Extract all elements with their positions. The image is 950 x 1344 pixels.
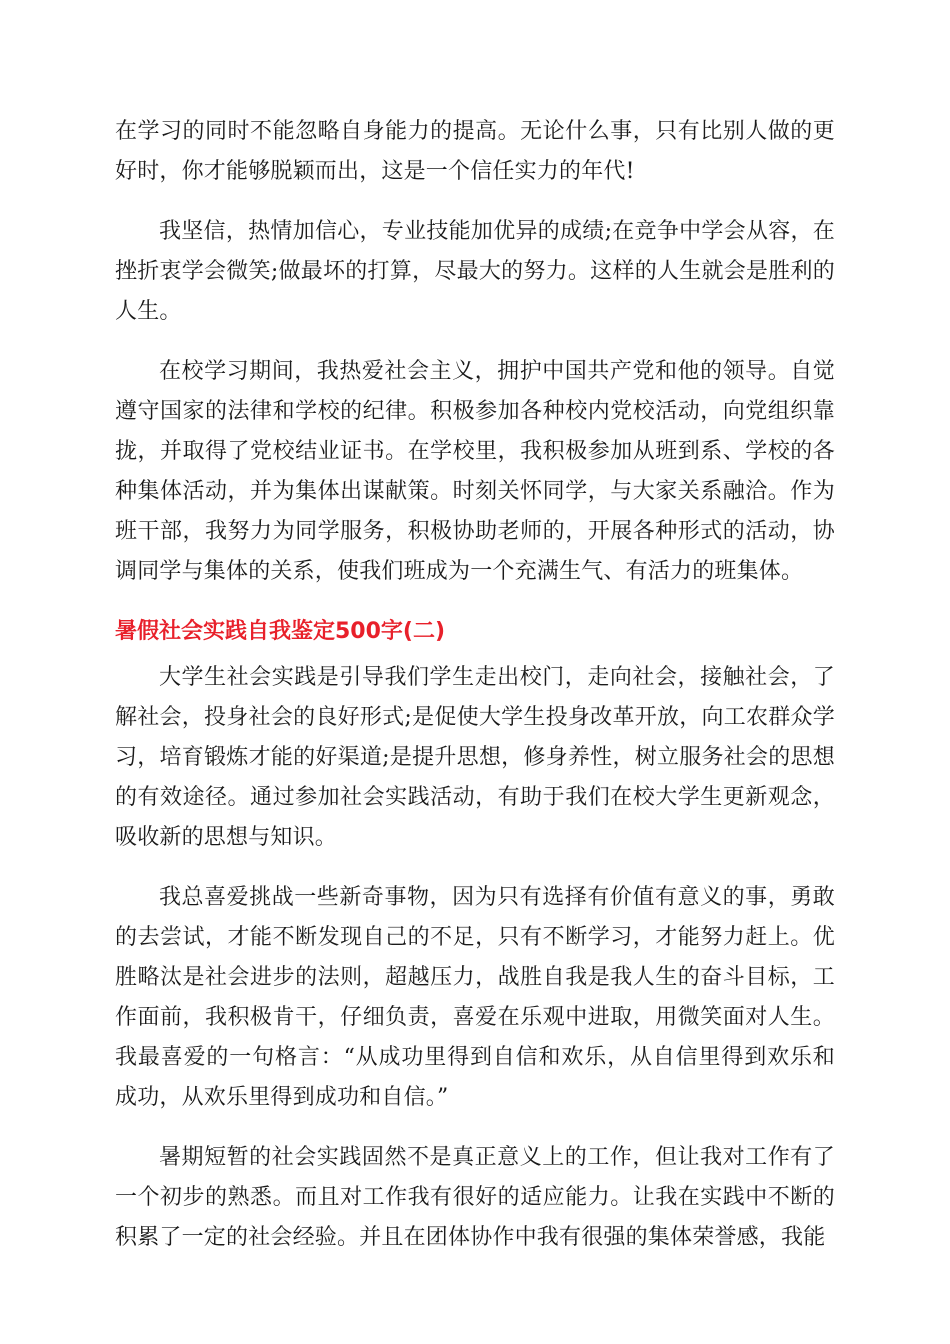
paragraph: 在校学习期间，我热爱社会主义，拥护中国共产党和他的领导。自觉遵守国家的法律和学校的纪律。积极参加各种校内党校活动，向党组织靠拢，并取得了党校结业证书。在学校里，我积极参加从班到系、学校的各种集体活动，并为集体出谋献策。时刻关怀同学，与大家关系融洽。作为班干部，我努力为同学服务，积极协助老师的，开展各种形式的活动，协调同学与集体的关系，使我们班成为一个充满生气、有活力的班集体。	[115, 359, 835, 584]
document-body	[115, 112, 835, 1278]
paragraph: 暑期短暂的社会实践固然不是真正意义上的工作，但让我对工作有了一个初步的熟悉。而且对工作我有很好的适应能力。让我在实践中不断的积累了一定的社会经验。并且在团体协作中我有很强的集体荣誉感，我能	[115, 1145, 835, 1250]
section-heading: 暑假社会实践自我鉴定500字(二)	[115, 619, 446, 644]
paragraph: 我坚信，热情加信心，专业技能加优异的成绩;在竞争中学会从容，在挫折衷学会微笑;做最坏的打算，尽最大的努力。这样的人生就会是胜利的人生。	[115, 219, 835, 324]
paragraph: 我总喜爱挑战一些新奇事物，因为只有选择有价值有意义的事，勇敢的去尝试，才能不断发现自己的不足，只有不断学习，才能努力赶上。优胜略汰是社会进步的法则，超越压力，战胜自我是我人生的奋斗目标，工作面前，我积极肯干，仔细负责，喜爱在乐观中进取，用微笑面对人生。我最喜爱的一句格言：“从成功里得到自信和欢乐，从自信里得到欢乐和成功，从欢乐里得到成功和自信。”	[115, 885, 835, 1110]
paragraph-continued: 在学习的同时不能忽略自身能力的提高。无论什么事，只有比别人做的更好时，你才能够脱颖而出，这是一个信任实力的年代!	[115, 119, 835, 184]
paragraph: 大学生社会实践是引导我们学生走出校门，走向社会，接触社会，了解社会，投身社会的良好形式;是促使大学生投身改革开放，向工农群众学习，培育锻炼才能的好渠道;是提升思想，修身养性，树立服务社会的思想的有效途径。通过参加社会实践活动，有助于我们在校大学生更新观念，吸收新的思想与知识。	[115, 665, 835, 850]
